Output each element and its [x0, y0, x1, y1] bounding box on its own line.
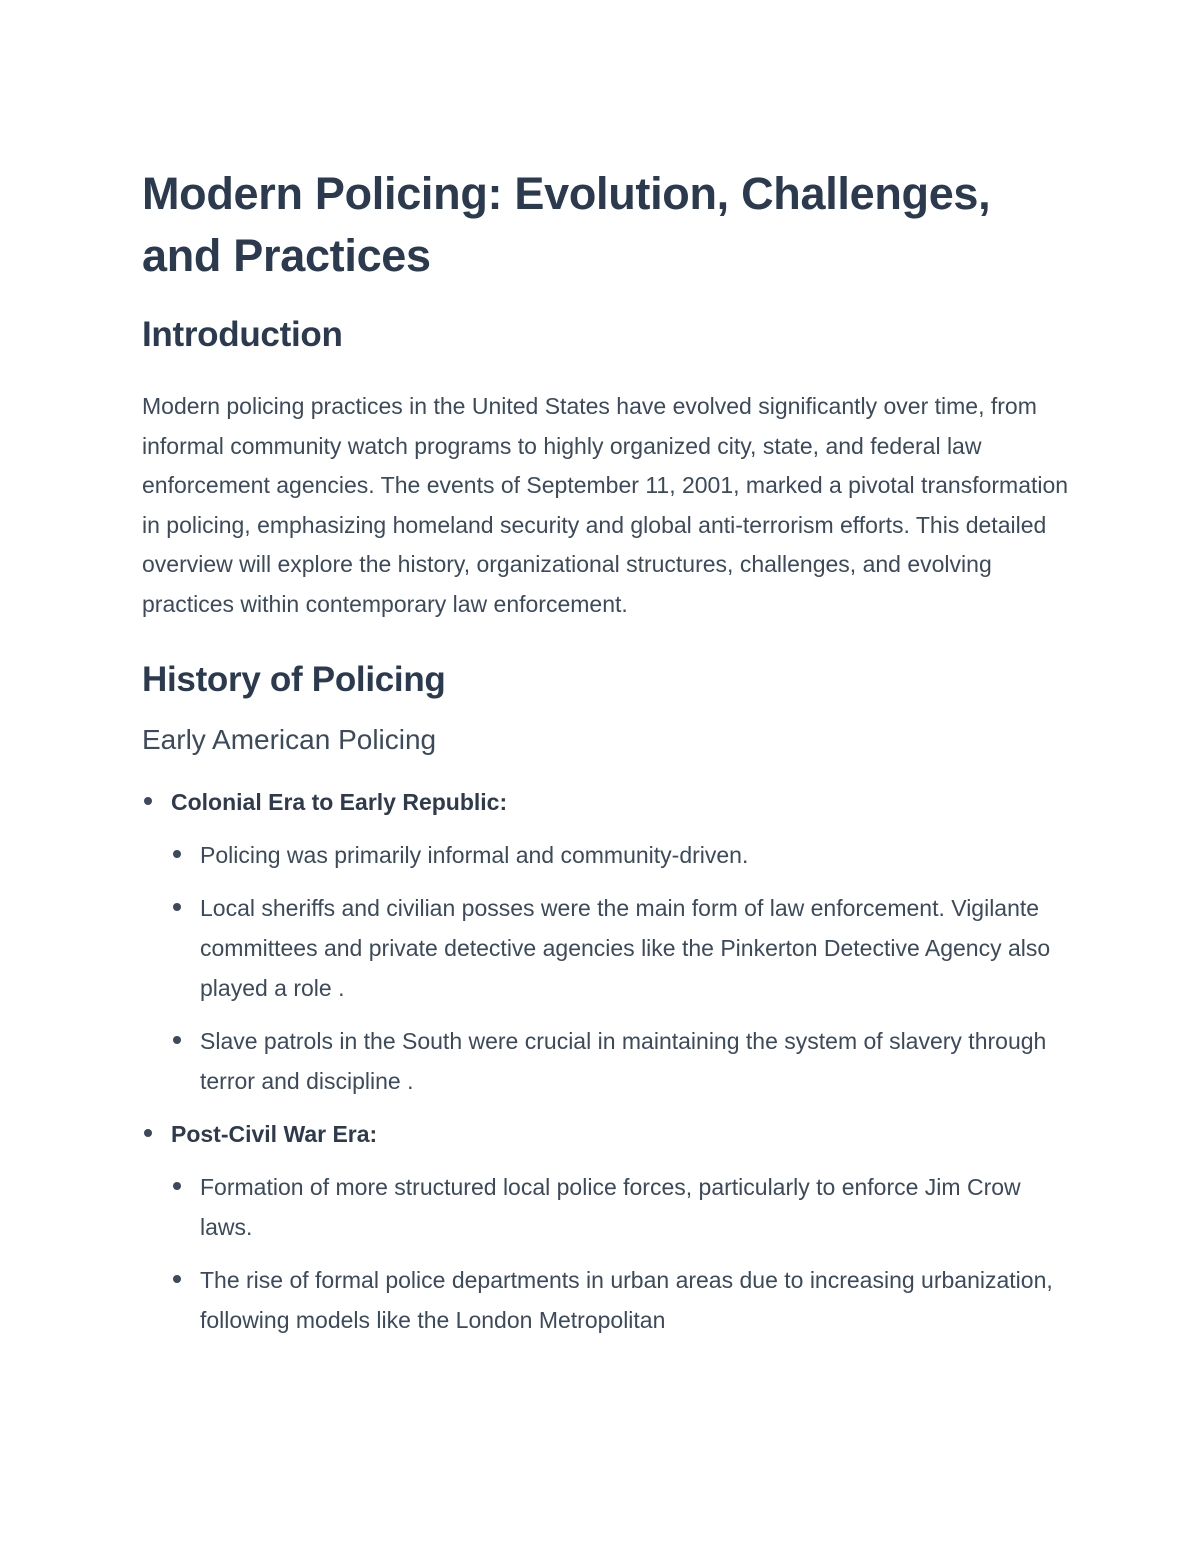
- sub-list-item: [171, 1021, 1072, 1101]
- sub-list-item-text: Formation of more structured local police forces, particularly to enforce Jim Crow laws.: [200, 1174, 1021, 1240]
- early-american-policing-heading: Early American Policing: [142, 724, 437, 755]
- list-item-label: Colonial Era to Early Republic:: [171, 789, 508, 815]
- bullet-icon: [173, 1036, 181, 1044]
- sub-list-item-text: Policing was primarily informal and community-driven.: [200, 842, 749, 868]
- sub-list-item: [171, 888, 1072, 1008]
- sub-list-item: [171, 1260, 1072, 1340]
- sub-list-item: [171, 1167, 1072, 1247]
- bullet-icon: [173, 1275, 181, 1283]
- document-page: [142, 163, 1072, 1353]
- sub-list-item-text: Local sheriffs and civilian posses were the main form of law enforcement. Vigilante committees and private detective agencies like the Pinkerton Detective Agency also played a role .: [200, 895, 1051, 1001]
- bullet-icon: [173, 903, 181, 911]
- list-item-label: Post-Civil War Era:: [171, 1121, 378, 1147]
- bullet-icon: [173, 1182, 181, 1190]
- sub-list-item: [171, 835, 1072, 875]
- sub-list-item-text: The rise of formal police departments in urban areas due to increasing urbanization, following models like the London Metropolitan: [200, 1267, 1053, 1333]
- sub-list: [171, 835, 1072, 1101]
- history-list: [142, 782, 1072, 1340]
- document-title: Modern Policing: Evolution, Challenges, and Practices: [142, 168, 991, 281]
- bullet-icon: [173, 850, 181, 858]
- bullet-icon: [144, 1129, 152, 1137]
- bullet-icon: [144, 797, 152, 805]
- list-item: [142, 1114, 1072, 1340]
- introduction-paragraph: Modern policing practices in the United States have evolved significantly over time, from informal community watch programs to highly organized city, state, and federal law enforcement agencies. The events of September 11, 2001, marked a pivotal transformation in policing, emphasizing homeland security and global anti-terrorism efforts. This detailed overview will explore the history, organizational structures, challenges, and evolving practices within contemporary law enforcement.: [142, 393, 1069, 617]
- history-heading: History of Policing: [142, 660, 446, 699]
- sub-list-item-text: Slave patrols in the South were crucial in maintaining the system of slavery through terror and discipline .: [200, 1028, 1047, 1094]
- list-item: [142, 782, 1072, 1101]
- introduction-heading: Introduction: [142, 315, 343, 354]
- sub-list: [171, 1167, 1072, 1340]
